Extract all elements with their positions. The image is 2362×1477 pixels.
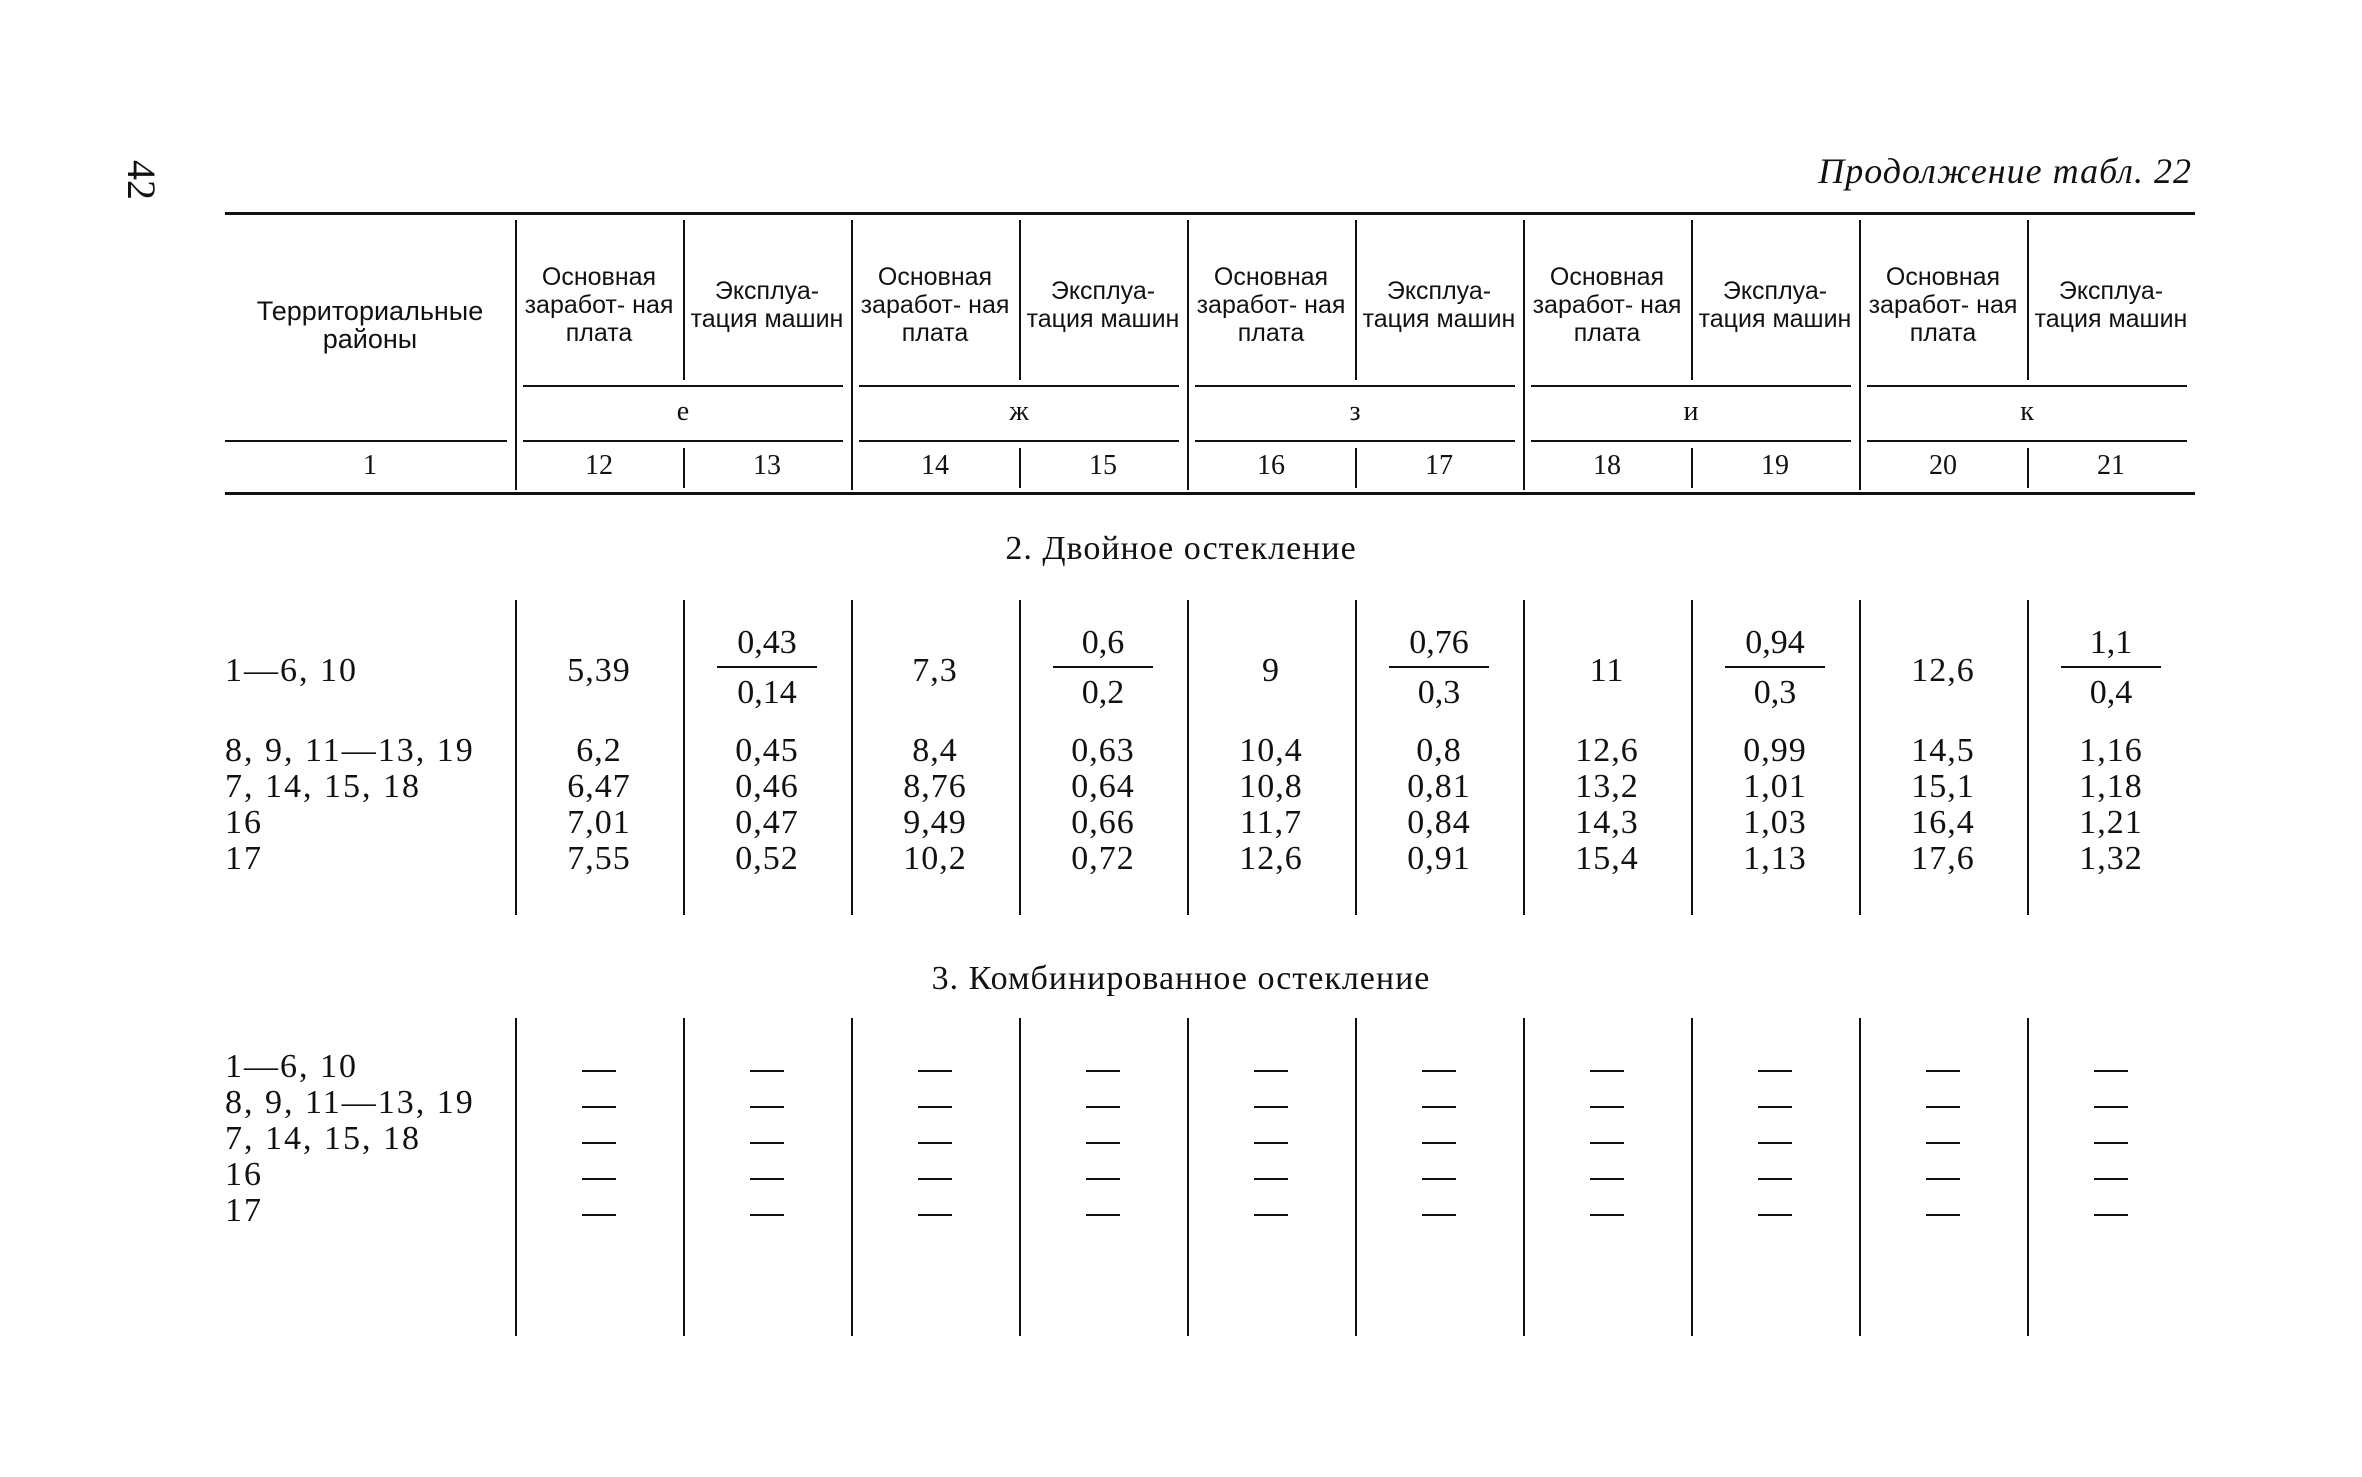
section-3-col-divider xyxy=(1019,1018,1021,1336)
machine-exploitation-header: Эксплуа- тация машин xyxy=(690,277,844,333)
table-cell: 6,2 xyxy=(576,732,622,769)
empty-dash xyxy=(582,1070,616,1072)
table-cell: 12,6 xyxy=(1575,732,1639,769)
table-cell: 9,49 xyxy=(903,804,967,841)
empty-dash xyxy=(2094,1142,2128,1144)
group-top-rule xyxy=(1195,385,1515,387)
empty-dash xyxy=(1758,1214,1792,1216)
fraction-denominator: 0,3 xyxy=(1753,674,1797,711)
empty-dash xyxy=(1758,1142,1792,1144)
fraction-numerator: 1,1 xyxy=(2061,624,2161,668)
table-cell: 0,91 xyxy=(1407,840,1471,877)
section-3-col-divider xyxy=(1355,1018,1357,1336)
column-number: 14 xyxy=(921,450,949,481)
empty-dash xyxy=(582,1214,616,1216)
empty-dash xyxy=(1926,1214,1960,1216)
row-label: 7, 14, 15, 18 xyxy=(225,768,421,805)
machine-exploitation-header: Эксплуа- тация машин xyxy=(1698,277,1852,333)
table-cell: 1,03 xyxy=(1743,804,1807,841)
column-number: 17 xyxy=(1425,450,1453,481)
main-wage-header: Основная заработ- ная плата xyxy=(1532,263,1682,347)
table-cell: 1,18 xyxy=(2079,768,2143,805)
table-cell: 5,39 xyxy=(567,652,631,689)
table-cell: 7,01 xyxy=(567,804,631,841)
fraction-numerator: 0,6 xyxy=(1053,624,1153,668)
main-wage-header: Основная заработ- ная плата xyxy=(860,263,1010,347)
empty-dash xyxy=(1254,1214,1288,1216)
table-cell: 0,81 xyxy=(1407,768,1471,805)
table-cell: 1,13 xyxy=(1743,840,1807,877)
table-cell: 1,21 xyxy=(2079,804,2143,841)
table-cell: 0,72 xyxy=(1071,840,1135,877)
group-bottom-rule xyxy=(1867,440,2187,442)
empty-dash xyxy=(918,1070,952,1072)
empty-dash xyxy=(1590,1178,1624,1180)
empty-dash xyxy=(1590,1106,1624,1108)
main-wage-header: Основная заработ- ная плата xyxy=(1868,263,2018,347)
header-region-rule xyxy=(225,440,507,442)
fraction-cell xyxy=(717,624,817,712)
header-col-divider xyxy=(1355,220,1357,380)
table-cell: 7,3 xyxy=(912,652,958,689)
table-cell: 8,76 xyxy=(903,768,967,805)
section-3-col-divider xyxy=(1187,1018,1189,1336)
header-col-divider xyxy=(2027,220,2029,380)
row-label: 1—6, 10 xyxy=(225,652,358,689)
empty-dash xyxy=(582,1106,616,1108)
empty-dash xyxy=(750,1070,784,1072)
empty-dash xyxy=(1254,1106,1288,1108)
fraction-denominator: 0,14 xyxy=(737,674,797,711)
empty-dash xyxy=(1422,1106,1456,1108)
table-cell: 11,7 xyxy=(1239,804,1303,841)
group-top-rule xyxy=(523,385,843,387)
group-letter: е xyxy=(676,396,690,427)
empty-dash xyxy=(1758,1106,1792,1108)
table-cell: 1,01 xyxy=(1743,768,1807,805)
empty-dash xyxy=(1422,1214,1456,1216)
empty-dash xyxy=(1254,1142,1288,1144)
table-cell: 10,2 xyxy=(903,840,967,877)
main-wage-header: Основная заработ- ная плата xyxy=(1196,263,1346,347)
table-cell: 0,99 xyxy=(1743,732,1807,769)
table-cell: 10,4 xyxy=(1239,732,1303,769)
empty-dash xyxy=(1926,1178,1960,1180)
empty-dash xyxy=(1926,1070,1960,1072)
section-3-title: 3. Комбинированное остекление xyxy=(931,960,1431,997)
empty-dash xyxy=(1758,1070,1792,1072)
table-cell: 0,84 xyxy=(1407,804,1471,841)
fraction-cell xyxy=(1053,624,1153,712)
table-cell: 12,6 xyxy=(1911,652,1975,689)
empty-dash xyxy=(2094,1106,2128,1108)
empty-dash xyxy=(1422,1070,1456,1072)
fraction-denominator: 0,4 xyxy=(2089,674,2133,711)
fraction-numerator: 0,76 xyxy=(1389,624,1489,668)
table-cell: 0,8 xyxy=(1416,732,1462,769)
empty-dash xyxy=(750,1214,784,1216)
empty-dash xyxy=(2094,1070,2128,1072)
column-number: 19 xyxy=(1761,450,1789,481)
table-cell: 14,3 xyxy=(1575,804,1639,841)
table-cell: 0,47 xyxy=(735,804,799,841)
table-cell: 9 xyxy=(1262,652,1280,689)
empty-dash xyxy=(1590,1214,1624,1216)
group-letter: ж xyxy=(1009,396,1029,427)
column-number: 16 xyxy=(1257,450,1285,481)
row-label: 8, 9, 11—13, 19 xyxy=(225,732,475,769)
group-bottom-rule xyxy=(1531,440,1851,442)
section-3-col-divider xyxy=(1859,1018,1861,1336)
region-header: Территориальные районы xyxy=(256,296,484,354)
empty-dash xyxy=(1086,1070,1120,1072)
row-label: 17 xyxy=(225,1192,263,1229)
header-col-divider xyxy=(683,220,685,380)
group-bottom-rule xyxy=(1195,440,1515,442)
table-cell: 7,55 xyxy=(567,840,631,877)
section-3-col-divider xyxy=(851,1018,853,1336)
empty-dash xyxy=(918,1214,952,1216)
machine-exploitation-header: Эксплуа- тация машин xyxy=(1026,277,1180,333)
group-letter: з xyxy=(1349,396,1361,427)
column-number: 21 xyxy=(2097,450,2125,481)
empty-dash xyxy=(1590,1070,1624,1072)
column-number: 18 xyxy=(1593,450,1621,481)
table-cell: 0,52 xyxy=(735,840,799,877)
table-cell: 17,6 xyxy=(1911,840,1975,877)
empty-dash xyxy=(1254,1070,1288,1072)
group-top-rule xyxy=(859,385,1179,387)
empty-dash xyxy=(1758,1178,1792,1180)
empty-dash xyxy=(1254,1178,1288,1180)
empty-dash xyxy=(1590,1142,1624,1144)
empty-dash xyxy=(582,1178,616,1180)
group-bottom-rule xyxy=(523,440,843,442)
empty-dash xyxy=(1086,1214,1120,1216)
column-number: 20 xyxy=(1929,450,1957,481)
row-label: 1—6, 10 xyxy=(225,1048,358,1085)
fraction-numerator: 0,43 xyxy=(717,624,817,668)
empty-dash xyxy=(918,1142,952,1144)
header-col-divider xyxy=(1691,220,1693,380)
fraction-numerator: 0,94 xyxy=(1725,624,1825,668)
machine-exploitation-header: Эксплуа- тация машин xyxy=(1362,277,1516,333)
row-label: 16 xyxy=(225,1156,263,1193)
empty-dash xyxy=(1086,1178,1120,1180)
header-col-divider xyxy=(1019,220,1021,380)
table-cell: 0,63 xyxy=(1071,732,1135,769)
group-top-rule xyxy=(1867,385,2187,387)
table-cell: 15,4 xyxy=(1575,840,1639,877)
empty-dash xyxy=(2094,1178,2128,1180)
table-cell: 12,6 xyxy=(1239,840,1303,877)
row-label: 7, 14, 15, 18 xyxy=(225,1120,421,1157)
empty-dash xyxy=(1086,1106,1120,1108)
table-cell: 1,32 xyxy=(2079,840,2143,877)
empty-dash xyxy=(1926,1142,1960,1144)
header-bottom-rule xyxy=(225,492,2195,495)
page-number: 42 xyxy=(119,160,164,200)
table-cell: 1,16 xyxy=(2079,732,2143,769)
empty-dash xyxy=(750,1142,784,1144)
table-cell: 0,64 xyxy=(1071,768,1135,805)
group-bottom-rule xyxy=(859,440,1179,442)
column-number: 15 xyxy=(1089,450,1117,481)
empty-dash xyxy=(1422,1142,1456,1144)
empty-dash xyxy=(750,1106,784,1108)
table-cell: 11 xyxy=(1589,652,1625,689)
table-cell: 0,66 xyxy=(1071,804,1135,841)
table-cell: 6,47 xyxy=(567,768,631,805)
empty-dash xyxy=(1086,1142,1120,1144)
fraction-denominator: 0,3 xyxy=(1417,674,1461,711)
section-3-col-divider xyxy=(1523,1018,1525,1336)
empty-dash xyxy=(1422,1178,1456,1180)
header-top-rule xyxy=(225,212,2195,215)
section-2-title: 2. Двойное остекление xyxy=(1005,530,1357,567)
table-cell: 10,8 xyxy=(1239,768,1303,805)
fraction-cell xyxy=(1725,624,1825,712)
group-letter: и xyxy=(1683,396,1699,427)
table-cell: 14,5 xyxy=(1911,732,1975,769)
empty-dash xyxy=(2094,1214,2128,1216)
fraction-cell xyxy=(1389,624,1489,712)
column-number: 13 xyxy=(753,450,781,481)
machine-exploitation-header: Эксплуа- тация машин xyxy=(2034,277,2188,333)
table-cell: 16,4 xyxy=(1911,804,1975,841)
section-3-col-divider xyxy=(515,1018,517,1336)
group-top-rule xyxy=(1531,385,1851,387)
column-number: 1 xyxy=(363,450,377,481)
empty-dash xyxy=(1926,1106,1960,1108)
section-3-col-divider xyxy=(1691,1018,1693,1336)
fraction-cell xyxy=(2061,624,2161,712)
empty-dash xyxy=(918,1178,952,1180)
fraction-denominator: 0,2 xyxy=(1081,674,1125,711)
empty-dash xyxy=(918,1106,952,1108)
section-3-col-divider xyxy=(683,1018,685,1336)
table-cell: 15,1 xyxy=(1911,768,1975,805)
group-letter: к xyxy=(2020,396,2034,427)
row-label: 16 xyxy=(225,804,263,841)
table-cell: 0,46 xyxy=(735,768,799,805)
section-3-col-divider xyxy=(2027,1018,2029,1336)
table-cell: 0,45 xyxy=(735,732,799,769)
table-cell: 13,2 xyxy=(1575,768,1639,805)
main-wage-header: Основная заработ- ная плата xyxy=(524,263,674,347)
empty-dash xyxy=(582,1142,616,1144)
row-label: 8, 9, 11—13, 19 xyxy=(225,1084,475,1121)
table-cell: 8,4 xyxy=(912,732,958,769)
row-label: 17 xyxy=(225,840,263,877)
empty-dash xyxy=(750,1178,784,1180)
column-number: 12 xyxy=(585,450,613,481)
table-caption: Продолжение табл. 22 xyxy=(1818,151,2192,191)
